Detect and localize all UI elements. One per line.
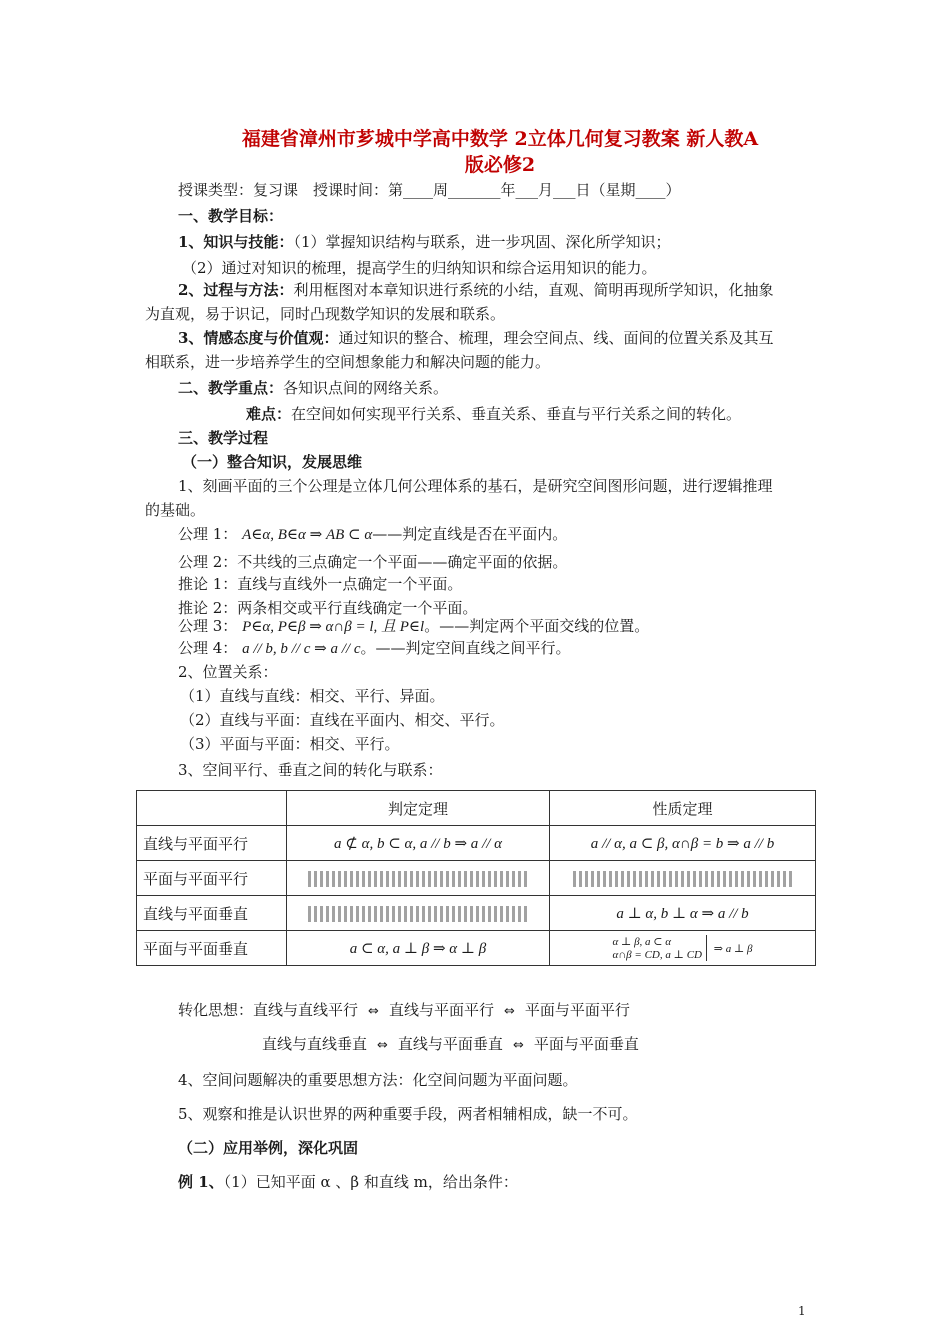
judge-theorem: a ⊄ α, b ⊂ α, a // b ⇒ a // α [287,826,550,861]
section1-heading: 一、教学目标： [178,207,284,225]
table-header-row [137,791,816,826]
axiom2: 公理 2：不共线的三点确定一个平面——确定平面的依据。 [178,553,568,571]
judge-theorem: a ⊂ α, a ⊥ β ⇒ α ⊥ β [287,931,550,966]
row-label: 直线与平面垂直 [137,896,287,931]
example1-label: 例 1、 [178,1173,224,1191]
corollary2: 推论 2：两条相交或平行直线确定一个平面。 [178,599,478,617]
garbled-formula-image [573,871,793,887]
goal2-text: 利用框图对本章知识进行系统的小结，直观、简明再现所学知识，化抽象为直观，易于识记，同时凸现数学知识的发展和联系。 [145,281,774,323]
table-header-cell: 判定定理 [287,791,550,826]
section2 [178,378,448,398]
goal2 [145,278,785,326]
transform-item: 直线与直线平行 [253,1001,359,1019]
table-row [137,861,816,896]
table-row [137,931,816,966]
subsection1-heading: （一）整合知识，发展思维 [182,453,363,471]
garbled-formula-image [308,871,528,887]
relation3: （3）平面与平面：相交、平行。 [180,735,400,753]
axiom3 [178,616,649,637]
point1-text: 1、刻画平面的三个公理是立体几何公理体系的基石，是研究空间图形问题，进行逻辑推理的基础。 [145,477,773,519]
property-theorem: a // α, a ⊂ β, α∩β = b ⇒ a // b [550,826,816,861]
example1 [178,1172,518,1192]
theorem-table [136,790,816,966]
document-title-line2: 版必修2 [464,154,536,176]
property-condition-line2: α∩β = CD, a ⊥ CD [612,949,702,961]
property-conclusion: ⇒ a ⊥ β [713,942,753,955]
point5-text: 5、观察和推是认识世界的两种重要手段，两者相辅相成，缺一不可。 [178,1105,638,1123]
subsection2-heading: （二）应用举例，深化巩固 [178,1139,359,1157]
difficulty-label: 难点： [246,405,292,423]
transformation-row1 [178,1000,630,1022]
judge-theorem-garbled [287,896,550,931]
goal1-label: 1、知识与技能： [178,233,294,251]
axiom4-formula: a // b, b // c ⇒ a // c [242,641,361,657]
judge-theorem-garbled [287,861,550,896]
transform-item: 直线与平面平行 [388,1001,494,1019]
point4-text: 4、空间问题解决的重要思想方法：化空间问题为平面问题。 [178,1071,578,1089]
table-header-cell [137,791,287,826]
garbled-formula-image [308,906,528,922]
relation1: （1）直线与直线：相交、平行、异面。 [180,687,445,705]
equivalence-arrow-icon: ⇔ [512,1038,524,1053]
section2-heading: 二、教学重点： [178,379,284,397]
property-theorem-garbled [550,861,816,896]
table-row [137,826,816,861]
meta-line: 授课类型：复习课 授课时间：第____周_______年___月___日（星期____） [178,181,681,199]
property-conditions [612,935,707,961]
axiom3-label: 公理 3： [178,617,238,635]
equivalence-arrow-icon: ⇔ [368,1004,379,1019]
document-title-line1: 福建省漳州市芗城中学高中数学 2立体几何复习教案 新人教A [241,128,759,150]
difficulty [246,404,741,424]
axiom4-label: 公理 4： [178,639,238,657]
corollary1: 推论 1：直线与直线外一点确定一个平面。 [178,575,463,593]
point2-text: 2、位置关系： [178,663,278,681]
axiom3-formula: P∈α, P∈β ⇒ α∩β = l, 且 P∈l [242,619,425,635]
row-label: 平面与平面平行 [137,861,287,896]
relation2: （2）直线与平面：直线在平面内、相交、平行。 [180,711,505,729]
section3-heading: 三、教学过程 [178,429,269,447]
transformation-row2 [262,1034,639,1056]
property-theorem: a ⊥ α, b ⊥ α ⇒ a // b [550,896,816,931]
transform-item: 平面与平面垂直 [533,1035,639,1053]
equivalence-arrow-icon: ⇔ [503,1004,515,1019]
axiom1 [178,524,567,545]
transform-item: 直线与平面垂直 [397,1035,503,1053]
point3-text: 3、空间平行、垂直之间的转化与联系： [178,761,443,779]
difficulty-text: 在空间如何实现平行关系、垂直关系、垂直与平行关系之间的转化。 [291,405,742,423]
axiom1-label: 公理 1： [178,525,238,543]
property-condition-line1: α ⊥ β, a ⊂ α [612,936,672,948]
equivalence-arrow-icon: ⇔ [377,1038,388,1053]
goal1-text: （1）掌握知识结构与联系，进一步巩固、深化所学知识； [293,233,671,251]
example1-text: （1）已知平面 α 、β 和直线 m，给出条件： [223,1173,518,1191]
goal3-text: 通过知识的整合、梳理，理会空间点、线、面间的位置关系及其互相联系，进一步培养学生的空间想象能力和解决问题的能力。 [145,329,774,371]
transformation-label: 转化思想： [178,1001,254,1019]
property-theorem [550,931,816,966]
axiom3-note: 。——判定两个平面交线的位置。 [424,617,650,635]
row-label: 直线与平面平行 [137,826,287,861]
axiom4 [178,638,571,659]
goal2-label: 2、过程与方法： [178,281,294,299]
axiom1-formula: A∈α, B∈α ⇒ AB ⊂ α [242,527,373,543]
axiom4-note: 。——判定空间直线之间平行。 [360,639,571,657]
axiom1-note: ——判定直线是否在平面内。 [372,525,568,543]
row-label: 平面与平面垂直 [137,931,287,966]
table-row [137,896,816,931]
transform-item: 平面与平面平行 [524,1001,630,1019]
goal1-text2: （2）通过对知识的梳理，提高学生的归纳知识和综合运用知识的能力。 [182,259,657,277]
goal3-label: 3、情感态度与价值观： [178,329,339,347]
goal3 [145,326,785,374]
section2-text: 各知识点间的网络关系。 [283,379,449,397]
table-header-cell: 性质定理 [550,791,816,826]
page-number: 1 [798,1304,806,1318]
goal1 [178,232,671,252]
transform-item: 直线与直线垂直 [262,1035,368,1053]
